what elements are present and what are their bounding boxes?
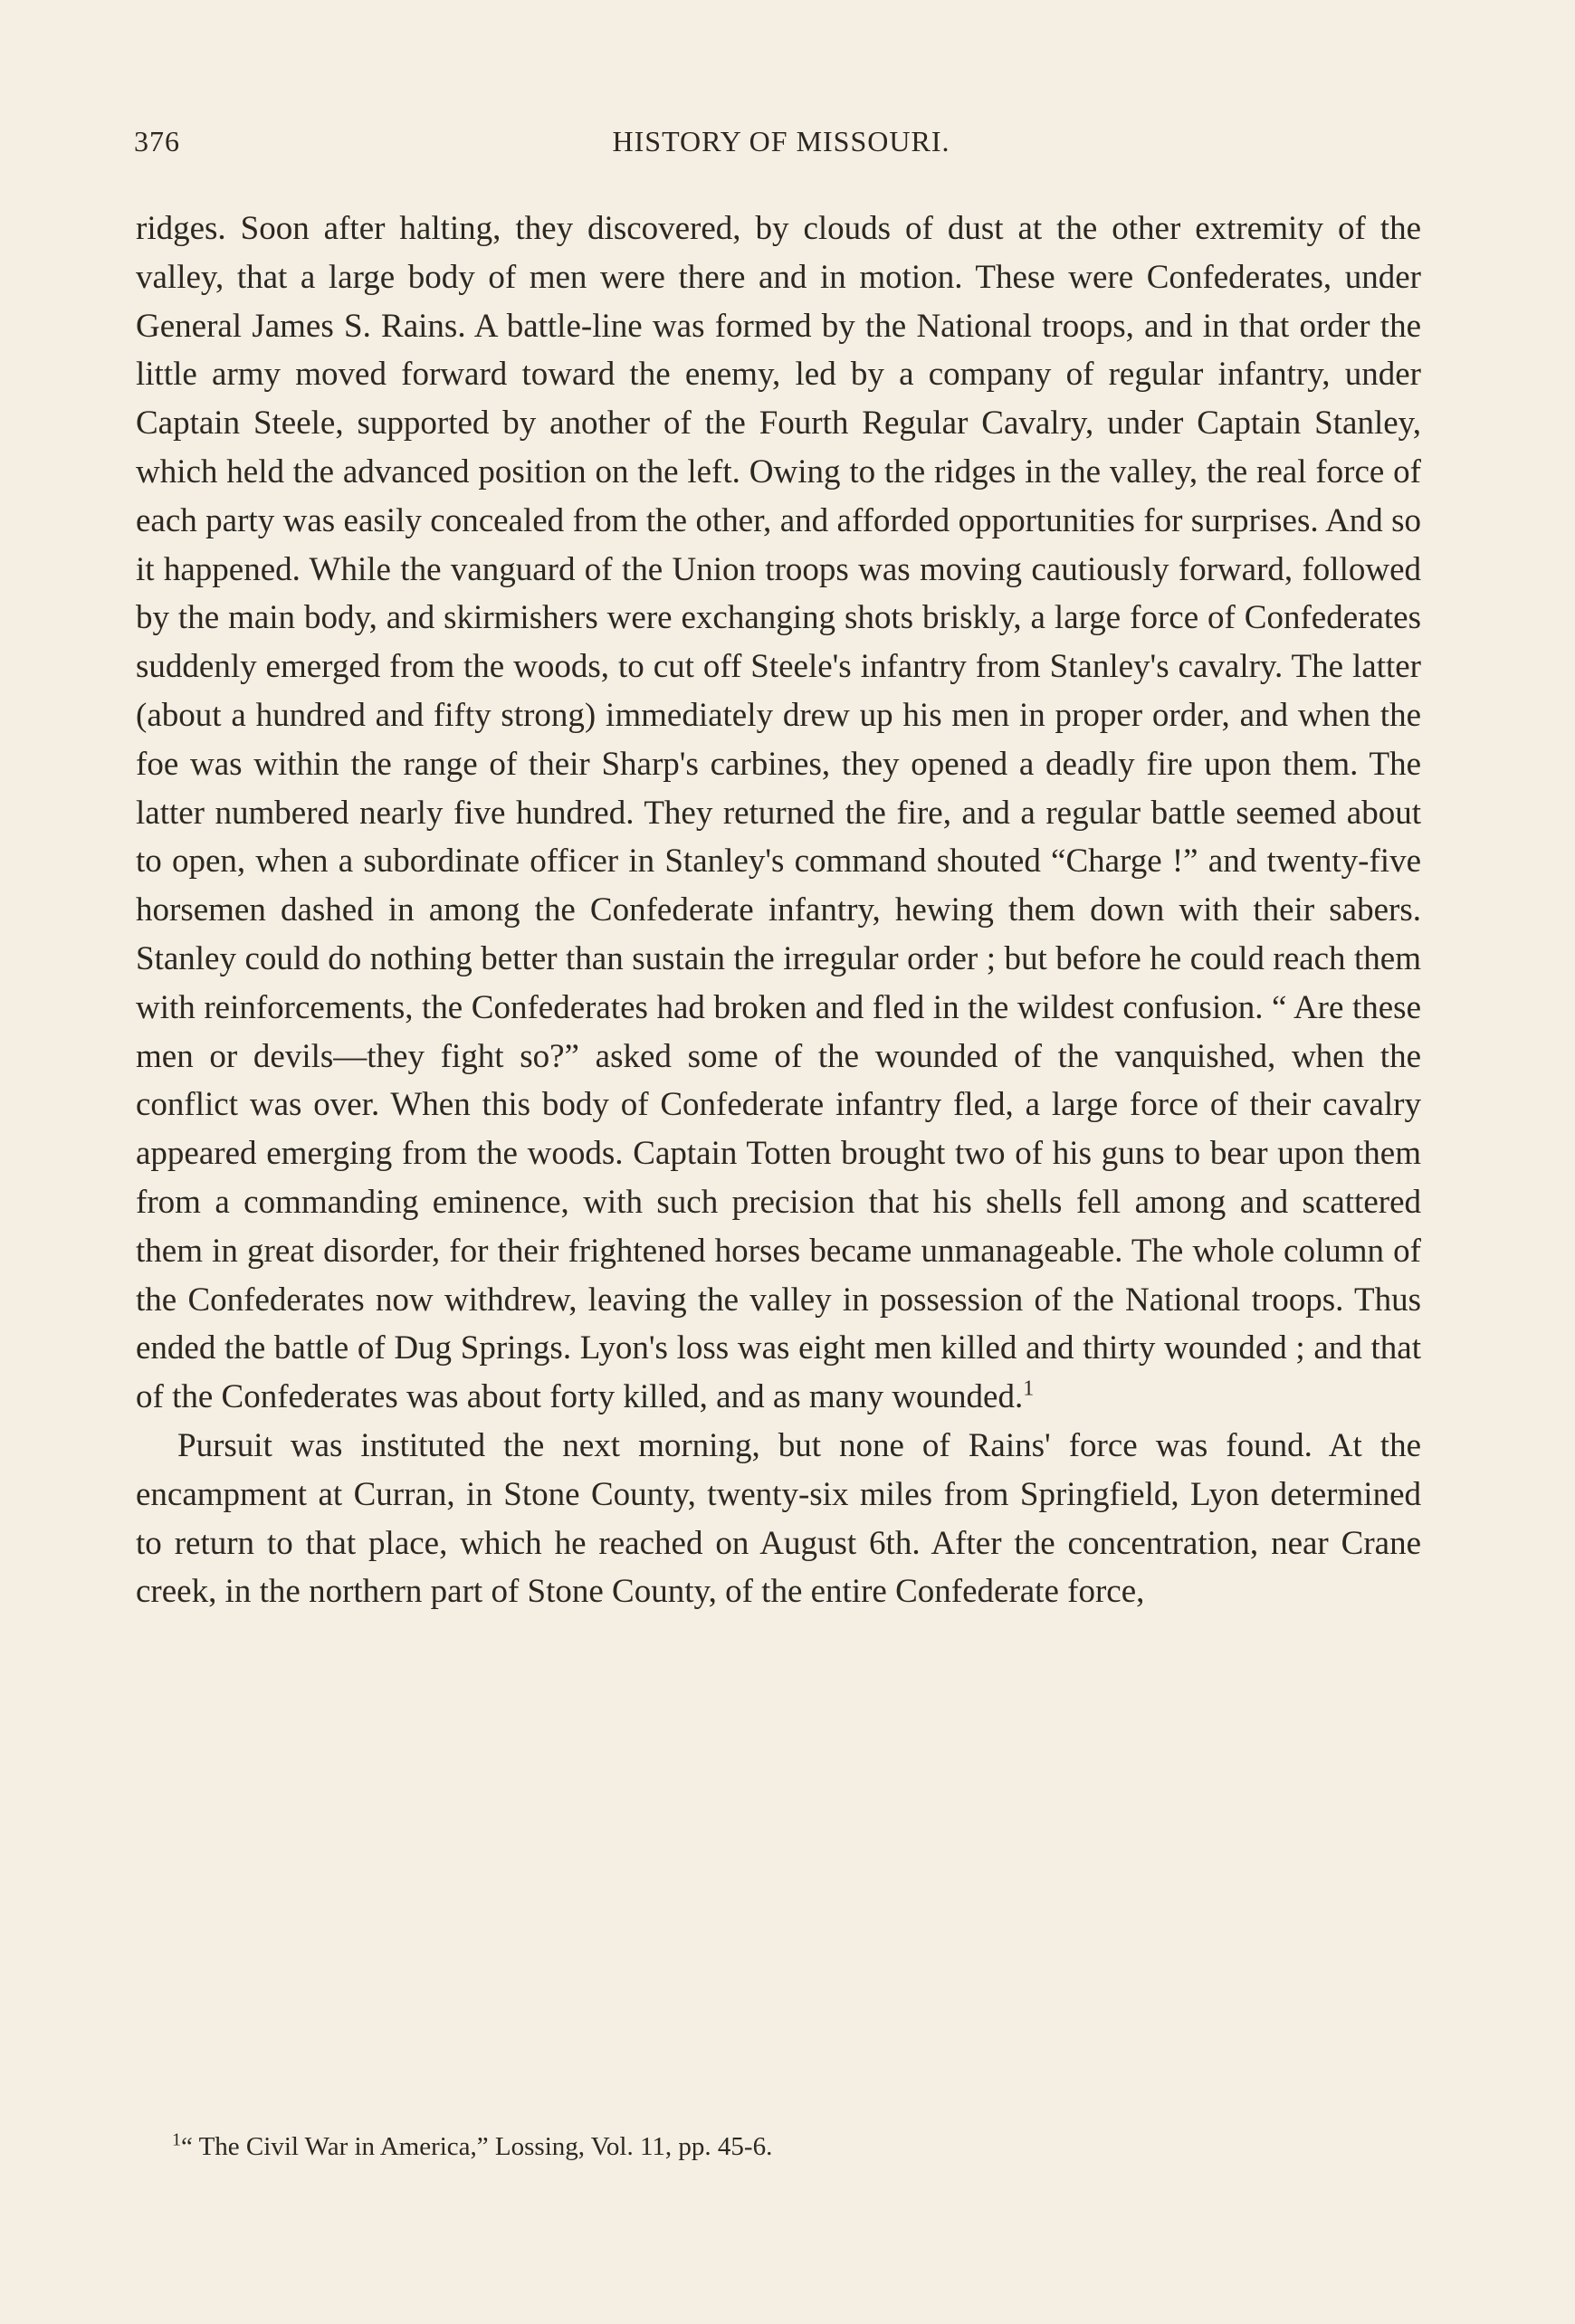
running-head	[134, 125, 1428, 179]
footnote-number: 1	[172, 2129, 181, 2150]
paragraph-1-text: ridges. Soon after halting, they discovered, by clouds of dust at the other extremity of the valley, that a large body of men were there and in motion. These were Confederates, under General James S. Rains. A battle-line was formed by the National troops, and in that order the little army moved forward toward the enemy, led by a company of regular infantry, under Captain Steele, supported by another of the Fourth Regular Cavalry, under Captain Stanley, which held the advanced position on the left. Owing to the ridges in the valley, the real force of each party was easily concealed from the other, and afforded opportunities for surprises. And so it happened. While the vanguard of the Union troops was moving cautiously forward, followed by the main body, and skirmishers were exchanging shots briskly, a large force of Confederates suddenly emerged from the woods, to cut off Steele's infantry from Stanley's cavalry. The latter (about a hundred and fifty strong) immediately drew up his men in proper order, and when the foe was within the range of their Sharp's carbines, they opened a deadly fire upon them. The latter numbered nearly five hundred. They returned the fire, and a regular battle seemed about to open, when a subordinate officer in Stanley's command shouted “Charge !” and twenty-five horsemen dashed in among the Confederate infantry, hewing them down with their sabers. Stanley could do nothing better than sustain the irregular order ; but before he could reach them with reinforcements, the Confederates had broken and fled in the wildest confusion. “ Are these men or devils—they fight so?” asked some of the wounded of the vanquished, when the conflict was over. When this body of Confederate infantry fled, a large force of their cavalry appeared emerging from the woods. Captain Totten brought two of his guns to bear upon them from a commanding eminence, with such precision that his shells fell among and scattered them in great disorder, for their frightened horses became unmanageable. The whole column of the Confederates now withdrew, leaving the valley in possession of the National troops. Thus ended the battle of Dug Springs. Lyon's loss was eight men killed and thirty wounded ; and that of the Confederates was about forty killed, and as many wounded.	[136, 210, 1421, 1416]
running-title: HISTORY OF MISSOURI.	[612, 125, 950, 157]
footnote-reference: 1	[1023, 1376, 1035, 1401]
footnote-text: “ The Civil War in America,” Lossing, Vol. 11, pp. 45-6.	[181, 2132, 773, 2161]
paragraph	[136, 205, 1421, 1422]
page-number: 376	[134, 125, 180, 157]
paragraph: Pursuit was instituted the next morning, but none of Rains' force was found. At the encampment at Curran, in Stone County, twenty-six miles from Springfield, Lyon determined to return to that place, which he reached on August 6th. After the concentration, near Crane creek, in the northern part of Stone County, of the entire Confederate force,	[136, 1426, 1421, 1611]
footnote	[172, 2129, 1349, 2165]
body-text	[136, 205, 1421, 1616]
